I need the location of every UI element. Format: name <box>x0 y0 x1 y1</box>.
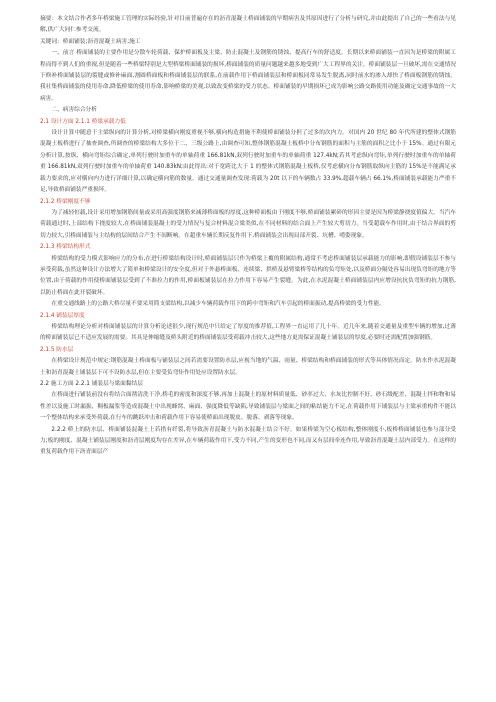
section-2-1-2-heading: 2.1.2 桥梁刚度不够 <box>40 198 91 205</box>
section-2-1-2-paragraph: 为了减轻恒载,设计采用增加钢筋间量或采用高强度钢筋来减薄桥面板的厚度,这种桥面板由于刚度不够,桥面铺装累碎的形因主要是因为桥梁静挠度值偏大。当汽车荷载通过时,上部结构下挠度较大,在桥面铺装混凝土的受力情况与复合材料混合梁类似,在不同材料的结合面上产生较大剪切力。当受超载车作用时,由于结合界面的剪切力较大,引桥面铺装与主结构的层间结合产生不间断响。在超重车辆长期反复作用下,桥面铺装会出现局部开裂、坑槽、啃姿现象。 <box>40 209 456 239</box>
section-2-1-3-paragraph-2: 在重交通线路上的公路大桥尽量不要采用简支梁结构,以减少车辆荷载作用下的跨中弯矩和汽车引起的桥面振动,提高桥梁的受力性能。 <box>51 301 385 308</box>
section-2-heading: 二、病害综合分析 <box>51 107 97 114</box>
section-2-2-heading: 2.2 施工方面 2.2.1 铺装层与梁面黏结层 <box>40 381 143 387</box>
section-2-1-heading: 2.1 设计方面 2.1.1 桥梁承载力低 <box>40 118 126 125</box>
intro-paragraph: 一、前言 桥面铺装的主要作用是分散车轮荷载、保护桥面板及主梁、防止混凝土及钢筋的锈蚀、提高行车的舒适度。长期以来桥面铺装一直因为是桥梁的附属工程而得不到人们的重视,但是随着一些桥梁特别是大型桥梁桥面铺装的损坏,桥面铺装的质量问题越来越多地受到广大工程界的关注。桥面铺装层一旦破坏,需在交通情况下修补桥面铺装层的裂缝或修补麻面,割圆桥面板和桥面铺装层的联系,在前载作用下桥面铺装层和桥面板同常易发生脱离,同时前水的渗入却快了桥面板钢筋的锈蚀。 我社集桥面铺装的使用寿命,降低桥梁的使用寿命,影响桥梁的美观,以致改变桥梁的受力状态。桥面铺装的早期损坏已成为影响公路交路使用功能及确定交通事故的一大病害。 <box>40 50 456 102</box>
section-2-1-3-heading: 2.1.3 桥梁结构形式 <box>40 244 91 251</box>
abstract: 摘要：本文结合作者多年桥梁施工管理的实际经验,针对目前普遍存在的沥青混凝土桥面铺装的早期病害及其原因进行了分析与研究,并由此提出了自己的一些看法与见解,供广大同仁参考交流。 <box>40 16 456 34</box>
section-2-1-paragraph: 设计计算中随意干主梁纵向的计算分析,对桥梁横向刚度重视不够,横向构造措施不利使桥面铺装分担了过多的次内力。对国内 20 世纪 80 年代所建的整体式钢筋混凝土板桥进行了抽查调查,所调查的桥梁结构大多位于二、三级公路上,由调查可知,整体钢筋混凝土板桥中分布钢筋的面积与主筋的面积之比小于 15%。通过有限元分析计算,按纵、横向弯矩综合确定,单列行驶时加重车的单轴荷重 166.81kN,双列行驶时加重车的单轴荷重 127.4kN;若其考虑纵向弯矩,单列行驶时加重车的单轴荷重 166.81kN,双列行驶时加重车的单轴荷重 140.83kN;由此得出:对于宽跨比大于 1 的整体式钢筋混凝土板桥,仅考虑横向分布钢筋取纵向主筋的 15%是不能满足承载力要求的,应对横向内力进行详细计算,以确定横向筋的数量。通过交通量调查发现:荷载为 20t 以下的车辆数占 33.9%,超载车辆占 66.1%,桥面铺装承载能力严重不足,导致桥面铺装严重损坏。 <box>40 130 456 194</box>
section-2-2-paragraph: 在桥面进行铺装前没有将结合面凿清洗干净,桥毛的密度和深度不够,再加上混凝土的原材料质量低、砂率过大、水灰比控制不好、砂石级配差、混凝土拌和物和易性差以及施工时漏振、稠板漏浆等造成混凝土中出现蜂窝、麻面、强度降低等缺陷,导致铺装层与梁面之间的粘结能力不足,在荷载作用下铺装层与主梁承重构件不能以一个整体结构来承受外荷载,在行车的跳跃冲击和荷载作用下容易使桥面出现脱皮、脱落、剥落等现象。 <box>40 392 456 422</box>
section-2-1-5-paragraph: 在桥梁设计规范中规定:钢筋混凝土桥面板与铺装层之间若需要设置防水层,应视当地的气温、雨量、桥梁结构和桥面铺装的形式等具体情况而定。防水作水泥混凝土和沥青混凝土铺装层下可不设防水层,但在主要受负弯矩作用处应设置防水层。 <box>40 358 456 376</box>
section-2-1-4-heading: 2.1.4 铺装层厚度 <box>40 312 85 319</box>
section-2-1-4-paragraph: 桥梁结构理论分析对桥面铺装层的计算分析论述很少,现行规范中只给定了厚度的推荐值,工程界一直运用了几十年。近几年来,随着交通量及重型车辆的增加,过薄的桥面铺装层已不适应发展的需要。其具是伸缩缝及桥头附近的桥面铺装层受荷载冲击较大,这些地方更需保证混凝土铺装层的厚度,必要时还需配置加强钢筋。 <box>40 323 456 342</box>
section-2-1-5-heading: 2.1.5 防水层 <box>40 346 74 353</box>
keywords: 关键词：桥面铺装;沥青混凝土病害;施工 <box>40 38 141 45</box>
section-2-1-3-paragraph: 桥梁结构的受力模式影响应力的分布,在进行桥梁结构设计时,桥面铺装层只作为桥梁上覆的附属结构,通常不考虑桥面铺装层承载能力的影响,即假设铺装层不参与承受荷载,虽然这种设计方法增大了简单和桥梁设计的安全度,但对于外悬桥面板、连续梁、拱桥及悬臂梁桥等结构的负弯矩处,以及桥面分隔处容易出现负弯矩的地方等位置,由于荷载的作用使桥面铺装层受到了不准拉力的作用,桥面板铺装层在拉力作用下容易产生裂缝。为此,在水泥混凝土桥面铺装层内应增设抗抗负弯矩的抗力钢筋,以防止桥面在此开裂破坏。 <box>40 255 456 296</box>
section-2-2-2-paragraph: 2.2.2 桥上的防水层、桥面铺装混凝土上若措有纤裂,将导致沥青混凝土与防水混凝土结合不好。如果桥梁为空心板结构,整体刚度小,板桥桥面铺装也参与部分受力;板的刚度、混凝土铺装层刚度和沥青层刚度均存在差异,在车辆荷载作用下,受力不同,产生的变形也不同,而又有层间牵连作用,导致沥青混凝土层内部受力。在这样的重复荷载作用下沥青面层产 <box>40 426 456 456</box>
